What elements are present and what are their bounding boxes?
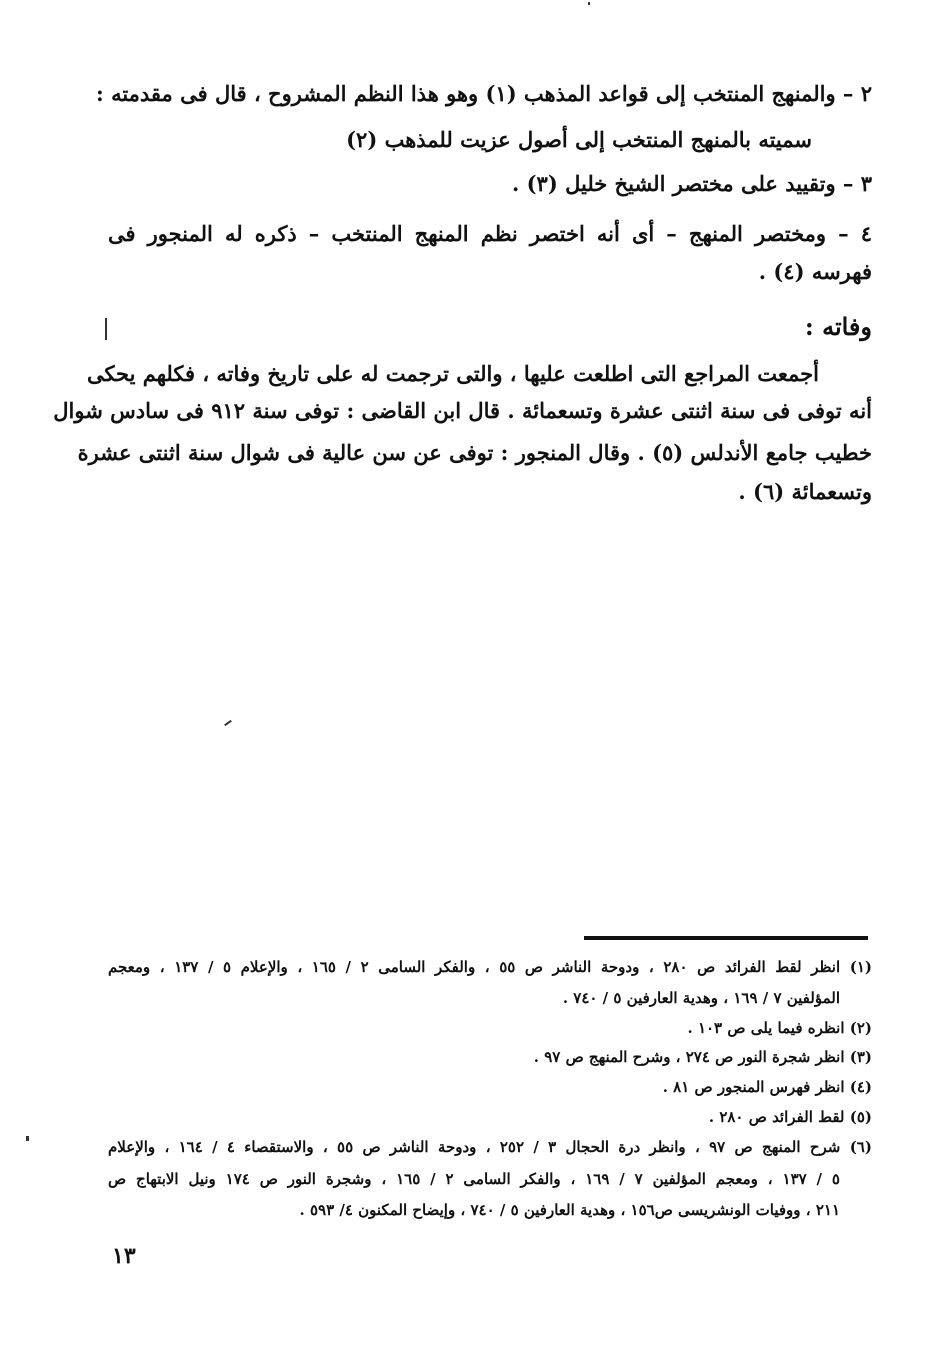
list-item-4-cont: فهرسه (٤) .	[758, 259, 872, 284]
footnote-6-cont-1: ٥ / ١٣٧ ، ومعجم المؤلفين ٧ / ١٦٩ ، والفكر السامى ٢ / ١٦٥ ، وشجرة النور ص ١٧٤ ونيل الابتهاج ص	[108, 1170, 840, 1188]
footnote-3: (٣) انظر شجرة النور ص ٢٧٤ ، وشرح المنهج ص ٩٧ .	[533, 1048, 872, 1066]
paragraph-line-4: وتسعمائة (٦) .	[738, 479, 872, 504]
paragraph-line-2: أنه توفى فى سنة اثنتى عشرة وتسعمائة . قال ابن القاضى : توفى سنة ٩١٢ فى سادس شوال	[53, 398, 872, 423]
footnote-1-cont: المؤلفين ٧ / ١٦٩ ، وهدية العارفين ٥ / ٧٤٠ .	[562, 989, 840, 1007]
footnote-4: (٤) انظر فهرس المنجور ص ٨١ .	[662, 1078, 872, 1096]
footnote-6-cont-2: ٢١١ ، ووفيات الونشريسى ص١٥٦ ، وهدية العارفين ٥ / ٧٤٠ ، وإيضاح المكنون ٤/ ٥٩٣ .	[299, 1201, 840, 1219]
footnote-1: (١) انظر لقط الفرائد ص ٢٨٠ ، ودوحة الناشر ص ٥٥ ، والفكر السامى ٢ / ١٦٥ ، والإعلام ٥ / ١٣٧ ، ومعجم	[108, 958, 872, 976]
paragraph-line-1: أجمعت المراجع التى اطلعت عليها ، والتى ترجمت له على تاريخ وفاته ، فكلهم يحكى	[86, 361, 819, 386]
page-number: ١٣	[112, 1243, 136, 1269]
scan-mark	[105, 318, 107, 340]
list-item-3: ٣ – وتقييد على مختصر الشيخ خليل (٣) .	[511, 171, 872, 196]
paragraph-line-3: خطيب جامع الأندلس (٥) . وقال المنجور : توفى عن سن عالية فى شوال سنة اثنتى عشرة	[77, 440, 872, 465]
scan-mark	[224, 720, 232, 726]
footnote-5: (٥) لقط الفرائد ص ٢٨٠ .	[708, 1108, 872, 1126]
list-item-4: ٤ – ومختصر المنهج – أى أنه اختصر نظم المنهج المنتخب – ذكره له المنجور فى	[108, 221, 872, 246]
scan-mark	[26, 1136, 29, 1141]
footnote-separator	[584, 936, 868, 940]
footnote-2: (٢) انظره فيما يلى ص ١٠٣ .	[687, 1019, 872, 1037]
footnote-6: (٦) شرح المنهج ص ٩٧ ، وانظر درة الحجال ٣ / ٢٥٢ ، ودوحة الناشر ص ٥٥ ، والاستقصاء ٤ / ١٦٤ ، والإعلام	[108, 1138, 872, 1156]
verse-line: سميته بالمنهج المنتخب إلى أصول عزيت للمذهب (٢)	[346, 127, 812, 152]
section-heading-death: وفاته :	[804, 312, 872, 341]
scan-mark	[588, 2, 590, 5]
list-item-2: ٢ – والمنهج المنتخب إلى قواعد المذهب (١) وهو هذا النظم المشروح ، قال فى مقدمته :	[96, 81, 872, 106]
